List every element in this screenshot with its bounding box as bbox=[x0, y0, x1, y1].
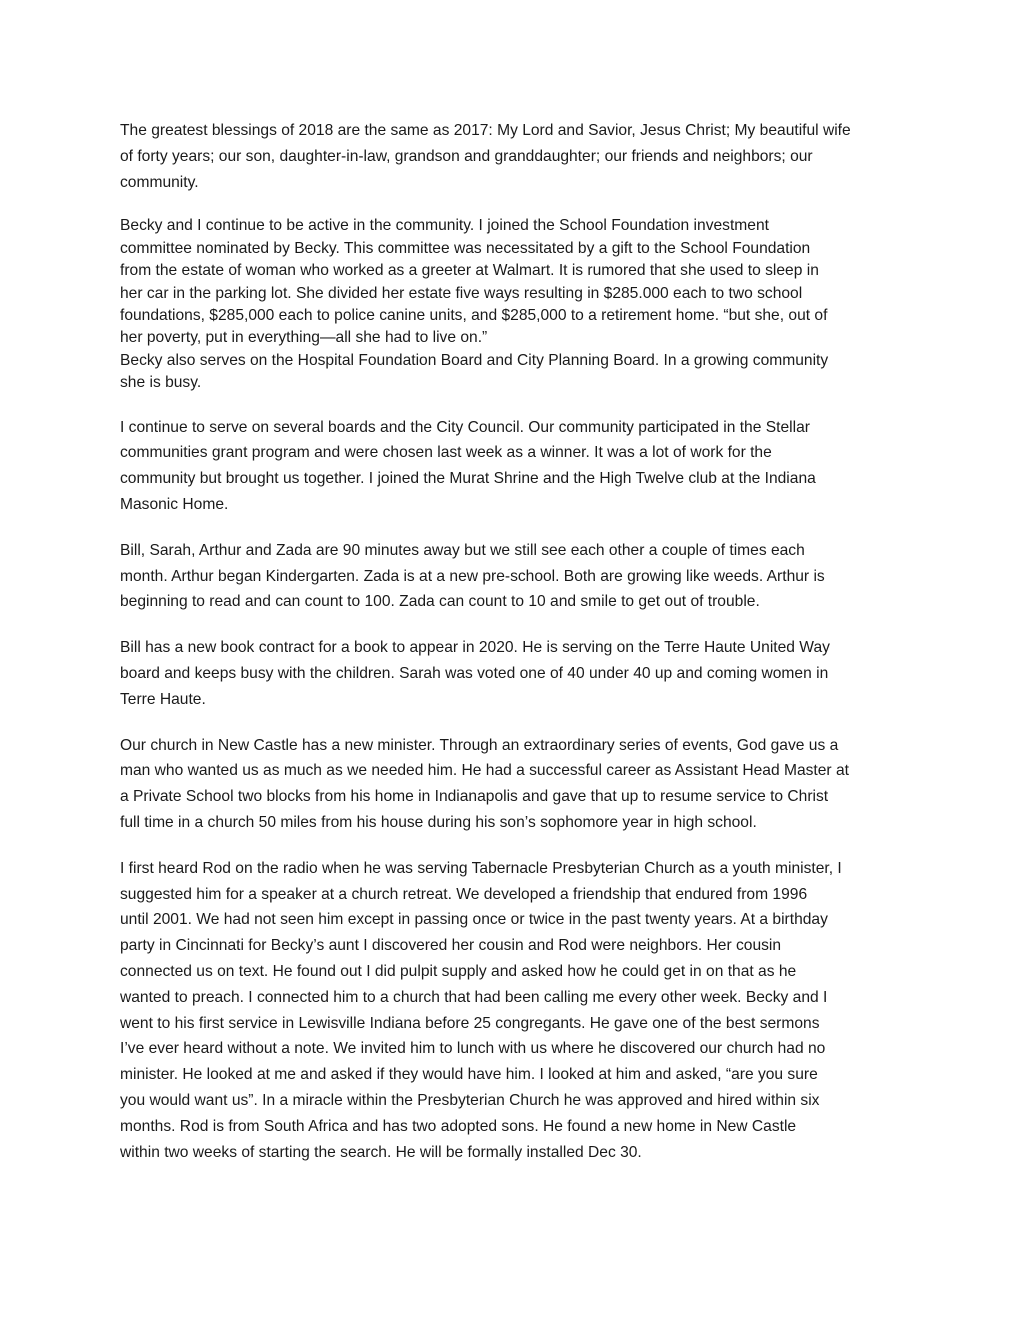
text-line: month. Arthur began Kindergarten. Zada is at a new pre-school. Both are growing like weeds. Arthur is bbox=[120, 567, 825, 585]
text-line: full time in a church 50 miles from his house during his son’s sophomore year in high school. bbox=[120, 814, 757, 831]
text-line: Masonic Home. bbox=[120, 496, 229, 514]
text-line: Terre Haute. bbox=[120, 690, 206, 708]
text-line: months. Rod is from South Africa and has two adopted sons. He found a new home in New Castle bbox=[120, 1117, 797, 1135]
text-line: I continue to serve on several boards and the City Council. Our community participated in the Stellar bbox=[120, 418, 810, 436]
text-line: committee nominated by Becky. This committee was necessitated by a gift to the School Foundation bbox=[120, 239, 811, 257]
paragraph-church bbox=[120, 733, 902, 836]
paragraph-council bbox=[120, 415, 902, 518]
text-line: went to his first service in Lewisville Indiana before 25 congregants. He gave one of the best sermons bbox=[120, 1014, 820, 1032]
paragraph-blessings bbox=[120, 118, 902, 195]
text-line: Becky and I continue to be active in the community. I joined the School Foundation investment bbox=[120, 217, 769, 235]
text-line: suggested him for a speaker at a church retreat. We developed a friendship that endured from 1996 bbox=[120, 885, 808, 903]
paragraph-family bbox=[120, 538, 902, 615]
text-line: Bill, Sarah, Arthur and Zada are 90 minutes away but we still see each other a couple of times each bbox=[120, 541, 805, 559]
text-line: party in Cincinnati for Becky’s aunt I discovered her cousin and Rod were neighbors. Her cousin bbox=[120, 937, 782, 955]
text-line: within two weeks of starting the search. He will be formally installed Dec 30. bbox=[120, 1143, 642, 1161]
text-line: community. bbox=[120, 173, 199, 191]
text-line: man who wanted us as much as we needed him. He had a successful career as Assistant Head Master at bbox=[120, 762, 849, 780]
text-line: minister. He looked at me and asked if they would have him. I looked at him and asked, “are you sure bbox=[120, 1066, 818, 1084]
text-line: you would want us”. In a miracle within the Presbyterian Church he was approved and hired within six bbox=[120, 1091, 820, 1109]
text-line: Our church in New Castle has a new minister. Through an extraordinary series of events, God gave us a bbox=[120, 736, 839, 754]
text-line: a Private School two blocks from his home in Indianapolis and gave that up to resume service to Christ bbox=[120, 788, 829, 806]
text-line: Becky also serves on the Hospital Foundation Board and City Planning Board. In a growing community bbox=[120, 351, 829, 369]
text-line: foundations, $285,000 each to police canine units, and $285,000 to a retirement home. “but she, out of bbox=[120, 307, 828, 325]
text-line: her poverty, put in everything—all she had to live on.” bbox=[120, 329, 488, 347]
text-line: her car in the parking lot. She divided her estate five ways resulting in $285.000 each to two school bbox=[120, 284, 803, 302]
paragraph-community bbox=[120, 215, 902, 349]
text-line: communities grant program and were chosen last week as a winner. It was a lot of work for the bbox=[120, 444, 772, 462]
text-line: I’ve ever heard without a note. We invited him to lunch with us where he discovered our church had no bbox=[120, 1040, 826, 1058]
letter-body bbox=[120, 118, 902, 1185]
text-line: wanted to preach. I connected him to a church that had been calling me every other week. Becky and I bbox=[120, 988, 828, 1006]
text-line: community but brought us together. I joined the Murat Shrine and the High Twelve club at the Indiana bbox=[120, 470, 816, 488]
text-line: beginning to read and can count to 100. Zada can count to 10 and smile to get out of trouble. bbox=[120, 593, 760, 611]
text-line: board and keeps busy with the children. Sarah was voted one of 40 under 40 up and coming women in bbox=[120, 665, 829, 683]
paragraph-rod bbox=[120, 856, 902, 1166]
text-line: Bill has a new book contract for a book to appear in 2020. He is serving on the Terre Haute United Way bbox=[120, 639, 830, 657]
paragraph-becky-boards bbox=[120, 350, 902, 395]
text-line: connected us on text. He found out I did pulpit supply and asked how he could get in on that as he bbox=[120, 962, 797, 980]
text-line: I first heard Rod on the radio when he was serving Tabernacle Presbyterian Church as a youth minister, I bbox=[120, 859, 842, 877]
text-line: until 2001. We had not seen him except in passing once or twice in the past twenty years. At a birthday bbox=[120, 911, 828, 929]
text-line: The greatest blessings of 2018 are the same as 2017: My Lord and Savior, Jesus Christ; My beautiful wife bbox=[120, 122, 851, 139]
text-line: from the estate of woman who worked as a greeter at Walmart. It is rumored that she used to sleep in bbox=[120, 262, 819, 280]
paragraph-bill bbox=[120, 635, 902, 712]
text-line: of forty years; our son, daughter-in-law, grandson and granddaughter; our friends and neighbors; our bbox=[120, 147, 813, 165]
text-line: she is busy. bbox=[120, 374, 202, 392]
